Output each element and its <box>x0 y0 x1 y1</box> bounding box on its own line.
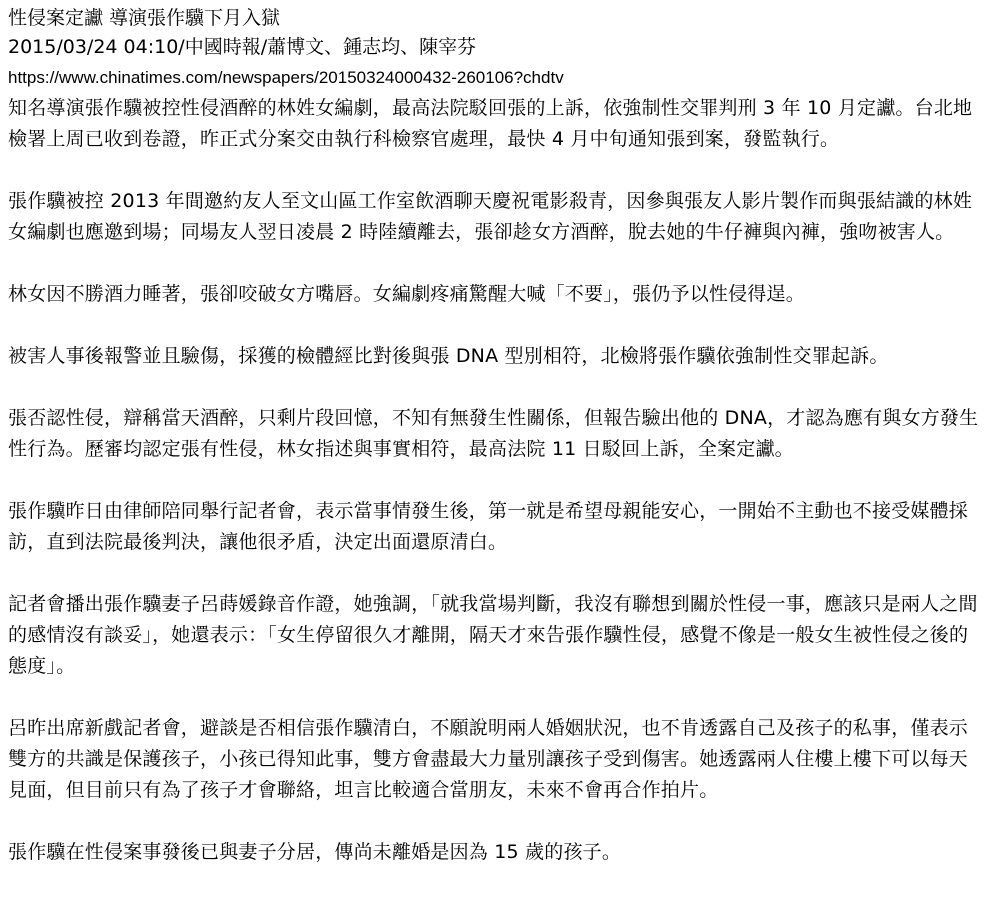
article-paragraph: 張作驥在性侵案事發後已與妻子分居，傳尚未離婚是因為 15 歲的孩子。 <box>8 841 622 863</box>
article-paragraph: 記者會播出張作驥妻子呂蒔媛錄音作證，她強調，「就我當場判斷，我沒有聯想到關於性侵一事，應該只是兩人之間的感情沒有談妥」，她還表示：「女生停留很久才離開，隔天才來告張作驥性侵，感覺不像是一般女生被性侵之後的態度」。 <box>8 593 978 677</box>
source-url[interactable]: https://www.chinatimes.com/newspapers/20150324000432-260106?chdtv <box>8 68 564 87</box>
article-body <box>8 93 984 868</box>
article-paragraph: 林女因不勝酒力睡著，張卻咬破女方嘴唇。女編劇疼痛驚醒大喊「不要」，張仍予以性侵得逞。 <box>8 283 805 305</box>
byline: 2015/03/24 04:10/中國時報/蕭博文、鍾志均、陳宰芬 <box>8 36 477 58</box>
article-paragraph: 知名導演張作驥被控性侵酒醉的林姓女編劇，最高法院駁回張的上訴，依強制性交罪判刑 3 年 10 月定讞。台北地檢署上周已收到卷證，昨正式分案交由執行科檢察官處理，最快 4 月中旬通知張到案，發監執行。 <box>8 97 973 150</box>
article-paragraph: 張作驥被控 2013 年間邀約友人至文山區工作室飲酒聊天慶祝電影殺青，因參與張友人影片製作而與張結識的林姓女編劇也應邀到場；同場友人翌日凌晨 2 時陸續離去，張卻趁女方酒醉，脫去她的牛仔褲與內褲，強吻被害人。 <box>8 190 973 243</box>
headline: 性侵案定讞 導演張作驥下月入獄 <box>8 7 281 29</box>
article-paragraph: 呂昨出席新戲記者會，避談是否相信張作驥清白，不願說明兩人婚姻狀況，也不肯透露自己及孩子的私事，僅表示雙方的共識是保護孩子，小孩已得知此事，雙方會盡最大力量別讓孩子受到傷害。她透露兩人住樓上樓下可以每天見面，但目前只有為了孩子才會聯絡，坦言比較適合當朋友，未來不會再合作拍片。 <box>8 717 969 801</box>
article-paragraph: 張否認性侵，辯稱當天酒醉，只剩片段回憶，不知有無發生性關係，但報告驗出他的 DNA，才認為應有與女方發生性行為。歷審均認定張有性侵，林女指述與事實相符，最高法院 11 日駁回上訴，全案定讞。 <box>8 407 979 460</box>
article-paragraph: 被害人事後報警並且驗傷，採獲的檢體經比對後與張 DNA 型別相符，北檢將張作驥依強制性交罪起訴。 <box>8 345 889 367</box>
article-paragraph: 張作驥昨日由律師陪同舉行記者會，表示當事情發生後，第一就是希望母親能安心，一開始不主動也不接受媒體採訪，直到法院最後判決，讓他很矛盾，決定出面還原清白。 <box>8 500 969 553</box>
